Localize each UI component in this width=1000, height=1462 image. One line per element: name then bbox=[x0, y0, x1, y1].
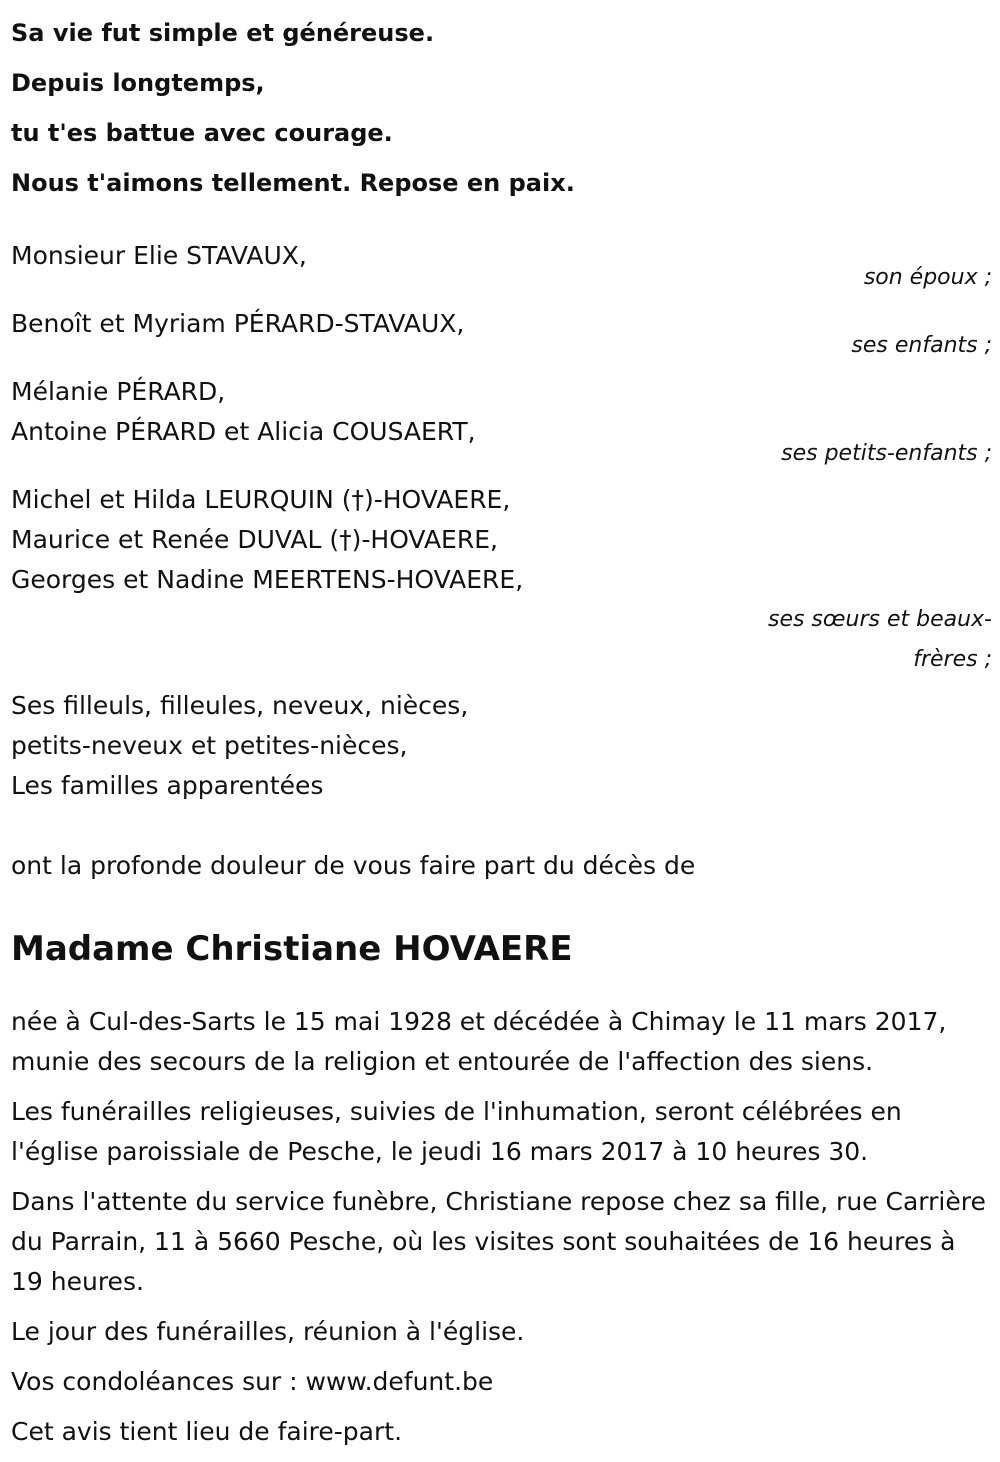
family-name: Benoît et Myriam PÉRARD-STAVAUX, bbox=[11, 309, 465, 338]
family-group-siblings bbox=[11, 480, 992, 680]
family-group-spouse bbox=[11, 236, 992, 298]
family-name: Antoine PÉRARD et Alicia COUSAERT, bbox=[11, 417, 476, 446]
family-others bbox=[11, 686, 992, 806]
announcement-intro: ont la profonde douleur de vous faire part du décès de bbox=[11, 851, 696, 880]
detail-meeting: Le jour des funérailles, réunion à l'église. bbox=[11, 1317, 525, 1346]
family-relation: son époux ; bbox=[863, 265, 992, 290]
family-relation-line: frères ; bbox=[913, 647, 992, 672]
family-name: petits-neveux et petites-nièces, bbox=[11, 731, 408, 760]
verse bbox=[11, 8, 992, 208]
family-name: Michel et Hilda LEURQUIN (†)-HOVAERE, bbox=[11, 485, 511, 514]
verse-line: Sa vie fut simple et généreuse. bbox=[11, 19, 435, 47]
detail-notice: Cet avis tient lieu de faire-part. bbox=[11, 1417, 403, 1446]
detail-birth-death: née à Cul-des-Sarts le 15 mai 1928 et décédée à Chimay le 11 mars 2017, munie des secours de la religion et entourée de l'affection des siens. bbox=[11, 1007, 947, 1076]
family-name: Georges et Nadine MEERTENS-HOVAERE, bbox=[11, 565, 524, 594]
detail-funeral: Les funérailles religieuses, suivies de l'inhumation, seront célébrées en l'église paroissiale de Pesche, le jeudi 16 mars 2017 à 10 heures 30. bbox=[11, 1097, 902, 1166]
family-group-children bbox=[11, 304, 992, 366]
detail-condolences: Vos condoléances sur : www.defunt.be bbox=[11, 1367, 494, 1396]
family-group-grandchildren bbox=[11, 372, 992, 474]
family-relation-line: ses sœurs et beaux- bbox=[767, 607, 992, 632]
detail-visitation: Dans l'attente du service funèbre, Christiane repose chez sa fille, rue Carrière du Parrain, 11 à 5660 Pesche, où les visites sont souhaitées de 16 heures à 19 heures. bbox=[11, 1187, 986, 1296]
funeral-details bbox=[11, 1002, 992, 1452]
obituary-notice bbox=[11, 0, 992, 1462]
deceased-name: Madame Christiane HOVAERE bbox=[11, 929, 573, 969]
verse-line: Depuis longtemps, bbox=[11, 69, 265, 97]
family-relation: ses enfants ; bbox=[851, 333, 992, 358]
family-relation bbox=[11, 600, 992, 680]
verse-line: tu t'es battue avec courage. bbox=[11, 119, 393, 147]
family-name: Ses filleuls, filleules, neveux, nièces, bbox=[11, 691, 469, 720]
family-relation: ses petits-enfants ; bbox=[781, 441, 992, 466]
family-list bbox=[11, 236, 992, 806]
family-name: Les familles apparentées bbox=[11, 771, 324, 800]
verse-line: Nous t'aimons tellement. Repose en paix. bbox=[11, 169, 575, 197]
family-name: Maurice et Renée DUVAL (†)-HOVAERE, bbox=[11, 525, 498, 554]
family-name: Monsieur Elie STAVAUX, bbox=[11, 241, 307, 270]
family-name: Mélanie PÉRARD, bbox=[11, 377, 226, 406]
